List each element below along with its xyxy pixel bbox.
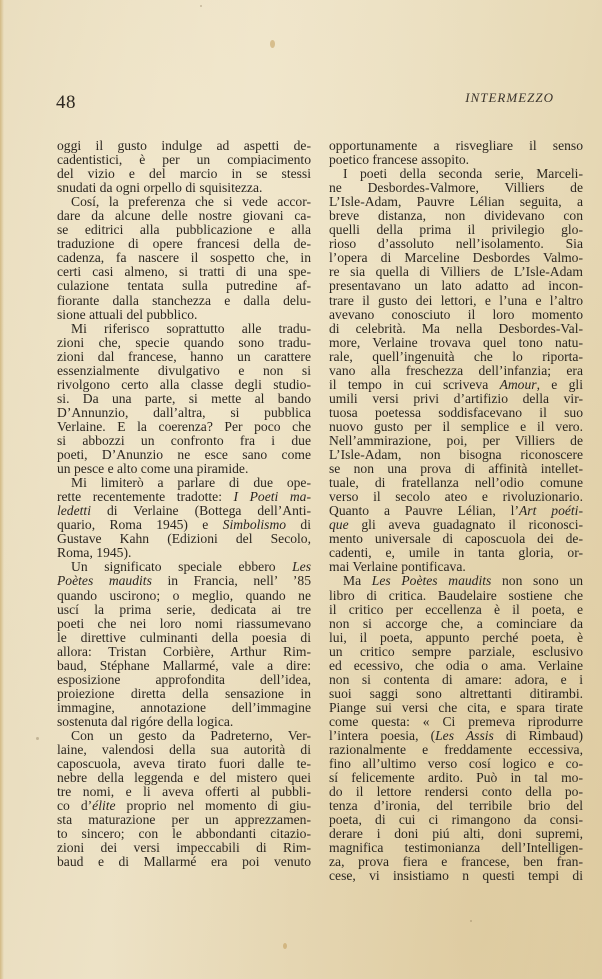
text-line: essenzialmente divulgativo e non si [57,362,311,378]
text-segment: in Francia, nell’ ’85 [151,573,311,589]
paper-speck [283,943,287,949]
text-line: proiezione diretta della sensazione in [57,685,311,701]
text-line [57,490,311,504]
running-head: INTERMEZZO [465,90,554,105]
page-number: 48 [56,92,76,113]
italic-title: Amour [499,376,537,392]
italic-title: Art poéti- [518,503,583,519]
text-line: traduzione di opere francesi della de- [57,236,311,252]
text-segment: , e gli [536,376,583,392]
text-segment: Quanto a Pauvre Lélian, l’ [329,503,519,519]
text-line: un pesce e alto come una piramide. [57,461,249,477]
text-line: allora: Tristan Corbière, Arthur Rim- [57,643,311,659]
text-segment: di Rimbaud) [493,727,583,743]
text-line: poeta, di cui ci rimangono da consi- [329,812,583,828]
text-line: opportunamente a risvegliare il senso [329,138,583,153]
text-line: Con un gesto da Padreterno, Ver- [71,727,311,743]
text-line: Cosí, la preferenza che si vede accor- [71,194,311,210]
text-line: breve distanza, non dividevano con [329,208,583,224]
text-line: uscí la prima serie, dedicata ai tre [57,601,311,617]
text-line: za, prova fiera e francese, ben fran- [329,854,583,870]
text-line: snudati da ogni orpello di squisitezza. [57,180,263,196]
text-line: certi casi almeno, si tratti di una spe- [57,264,311,280]
italic-title: que [329,517,349,533]
paper-speck [470,920,472,922]
text-line: fiorante dalla stanchezza e dalla delu- [57,292,311,308]
text-line: sostenuta dal rigóre della logica. [57,713,234,729]
text-line: sí felicemente ardito. Può in tal mo- [329,770,583,786]
paper-speck [200,5,202,7]
text-segment: di Verlaine (Bottega dell’Anti- [90,503,311,519]
paper-speck [36,737,39,740]
text-line: quando uscirono; o meglio, quando ne [57,587,311,603]
text-line: oggi il gusto indulge ad aspetti de- [57,138,311,153]
text-line [57,518,311,532]
text-line: libro di critica. Baudelaire sostiene che [329,587,583,603]
text-line [57,476,311,490]
text-line: laine, valendosi della sua autorità di [57,742,311,758]
text-line: del vizio e del marcio in se stessi [57,166,311,182]
text-line: do il lettore rendersi conto della po- [329,784,583,800]
text-line: culazione tentata sulla putredine af- [57,278,311,294]
text-line: cadenti, e, umile in tanta gloria, or- [329,545,583,561]
text-line: quelli della prima il privilegio glo- [329,222,583,238]
text-line: tenza d’ironia, del terribile brio del [329,798,583,814]
text-line: il critico per eccellenza è il poeta, e [329,601,583,617]
text-line [57,504,311,518]
text-line [329,504,583,518]
italic-title: Les Poètes maudits [371,573,492,589]
text-line: se editrici alla pubblicazione e alla [57,222,311,238]
text-line: re sia quella di Villiers de L’Isle-Adam [329,264,583,280]
text-line: cese, vi insistiamo n questi tempi di [329,868,583,884]
text-line: rioso d’assoluto nell’isolamento. Sia [329,236,583,252]
text-column-left [57,139,311,869]
text-line: cadentistici, è per un compiacimento [57,152,311,168]
text-line: razionalmente e freddamente eccessiva, [329,742,583,758]
text-line: dare da alcune delle nostre giovani ca- [57,208,311,224]
paper-speck [270,40,275,48]
text-line: fino all’ultimo verso cosí logico e co- [329,756,583,772]
text-segment: Un significato speciale ebbero [71,559,293,575]
text-segment: l’intera poesia, ( [329,727,436,743]
text-line: suoi saggi sono altrettanti ditirambi. [329,685,583,701]
text-segment: proprio nel momento di giu- [115,798,311,814]
text-line: di celebrità. Ma nella Desbordes-Val- [329,320,583,336]
text-line: baud e di Mallarmé era poi venuto [57,854,311,870]
text-line: avevano conosciuto il loro momento [329,306,583,322]
text-line: vano alla freschezza dell’infanzia; era [329,362,583,378]
text-line [329,378,583,392]
text-line: I poeti della seconda serie, Marceli- [343,166,583,182]
text-line [57,799,311,813]
text-segment: Mi limiterò a parlare di due ope- [71,475,311,491]
italic-title: Poètes maudits [57,573,152,589]
italic-title: élite [92,798,116,814]
text-segment: gli aveva guadagnato il riconosci- [348,517,583,533]
text-line: Roma, 1945). [57,545,132,561]
text-line: L’Isle-Adam, Pauvre Lélian seguita, a [329,194,583,210]
text-line: un critico sempre parziale, esclusivo [329,643,583,659]
text-segment: di [286,517,311,533]
text-line: lui, il poeta, appunto perché poeta, è [329,629,583,645]
text-line: L’Isle-Adam, non bisogna riconoscere [329,447,583,463]
text-segment: Gustave Kahn (Edizioni del Secolo, [57,531,311,547]
text-line: esposizione approfondita dell’idea, [57,671,311,687]
text-line: ne Desbordes-Valmore, Villiers de [329,180,583,196]
text-line: Nell’ammirazione, poi, per Villiers de [329,432,583,448]
text-segment: quario, Roma 1945) e [57,517,223,533]
text-line: sione attuali del pubblico. [57,306,198,322]
text-line: Verlaine. E la coerenza? Per poco che [57,418,311,434]
text-line: le direttive culminanti della poesia di [57,629,311,645]
text-line [329,574,583,588]
italic-title: Les Assis [435,727,494,743]
text-line: Piange sui versi che cita, e spara tirate [329,699,583,715]
text-line: zioni dal francese, hanno un carattere [57,348,311,364]
text-line: nuovo gusto per il semplice e il vero. [329,418,583,434]
text-line [57,574,311,588]
text-line: more, Verlaine trovava quel tono natu- [329,334,583,350]
text-line: rale, quell’ingenuità che lo riporta- [329,348,583,364]
text-line: mento universale di caposcuola dei de- [329,531,583,547]
text-line: ed ecessivo, che odia o ama. Verlaine [329,657,583,673]
text-line: umili versi privi d’artifizio della vir- [329,390,583,406]
text-segment: non sono un [491,573,583,589]
text-line: non si accorge che, a cominciare da [329,615,583,631]
text-line [329,518,583,532]
text-line: trare il gusto dei lettori, e l’una e l’altro [329,292,583,308]
italic-title: ledetti [57,503,91,519]
text-line: poetico francese assopito. [329,152,470,168]
text-line: si abbozzi un confronto fra i due [57,432,311,448]
text-line: sta maturazione per un apprezzamen- [57,812,311,828]
text-segment: il tempo in cui scriveva [329,376,500,392]
text-line: zioni che, specie quando sono tradu- [57,334,311,350]
text-segment: co d’ [57,798,93,814]
text-line: poeti, D’Anunzio ne esce sano come [57,447,311,463]
text-line [57,560,311,574]
text-line: verso il secolo ateo e rivoluzionario. [329,489,583,505]
text-line: rivolgono certo alla classe degli studio- [57,376,311,392]
text-line: immagine, annotazione dell’immagine [57,699,311,715]
text-line: zioni dei versi impeccabili di Rim- [57,840,311,856]
text-line: nebre della leggenda e del mistero quei [57,770,311,786]
text-line: magnifica testimonianza dell’Intelligen- [329,840,583,856]
text-line: tuosa poetessa soddisfacevano il suo [329,404,583,420]
text-line: cadenza, fa nascere il sospetto che, in [57,250,311,266]
italic-title: I Poeti ma- [233,489,311,505]
text-line: D’Annunzio, dall’altra, si pubblica [57,404,311,420]
text-segment: Ma [343,573,372,589]
text-line: tuale, di fratellanza nell’odio comune [329,475,583,491]
text-line: caposcuola, aveva tirato fuori dalle te- [57,756,311,772]
text-line: derare i doni piú alti, doni supremi, [329,826,583,842]
text-line: poeti che nei loro nomi riassumevano [57,615,311,631]
text-line: tre nomi, e li aveva offerti al pubbli- [57,784,311,800]
text-column-right [329,139,583,883]
text-line: l’opera di Marceline Desbordes Valmo- [329,250,583,266]
text-line [57,532,311,546]
text-line: si. Da una parte, si mette al bando [57,390,311,406]
text-line: to sincero; con le abbondanti citazio- [57,826,311,842]
italic-title: Simbolismo [222,517,287,533]
text-line: Mi riferisco soprattutto alle tradu- [71,320,311,336]
text-line: come questa: « Ci premeva riprodurre [329,713,583,729]
text-line: non si contenta di amare: adora, e i [329,671,583,687]
italic-title: Les [292,559,311,575]
text-line: mai Verlaine pontificava. [329,559,466,575]
text-line: presentavano un lato adatto ad incon- [329,278,583,294]
text-segment: rette recentemente tradotte: [57,489,234,505]
text-line [329,729,583,743]
text-line: baud, Stéphane Mallarmé, vale a dire: [57,657,311,673]
text-line: se non una prova di affinità intellet- [329,461,583,477]
